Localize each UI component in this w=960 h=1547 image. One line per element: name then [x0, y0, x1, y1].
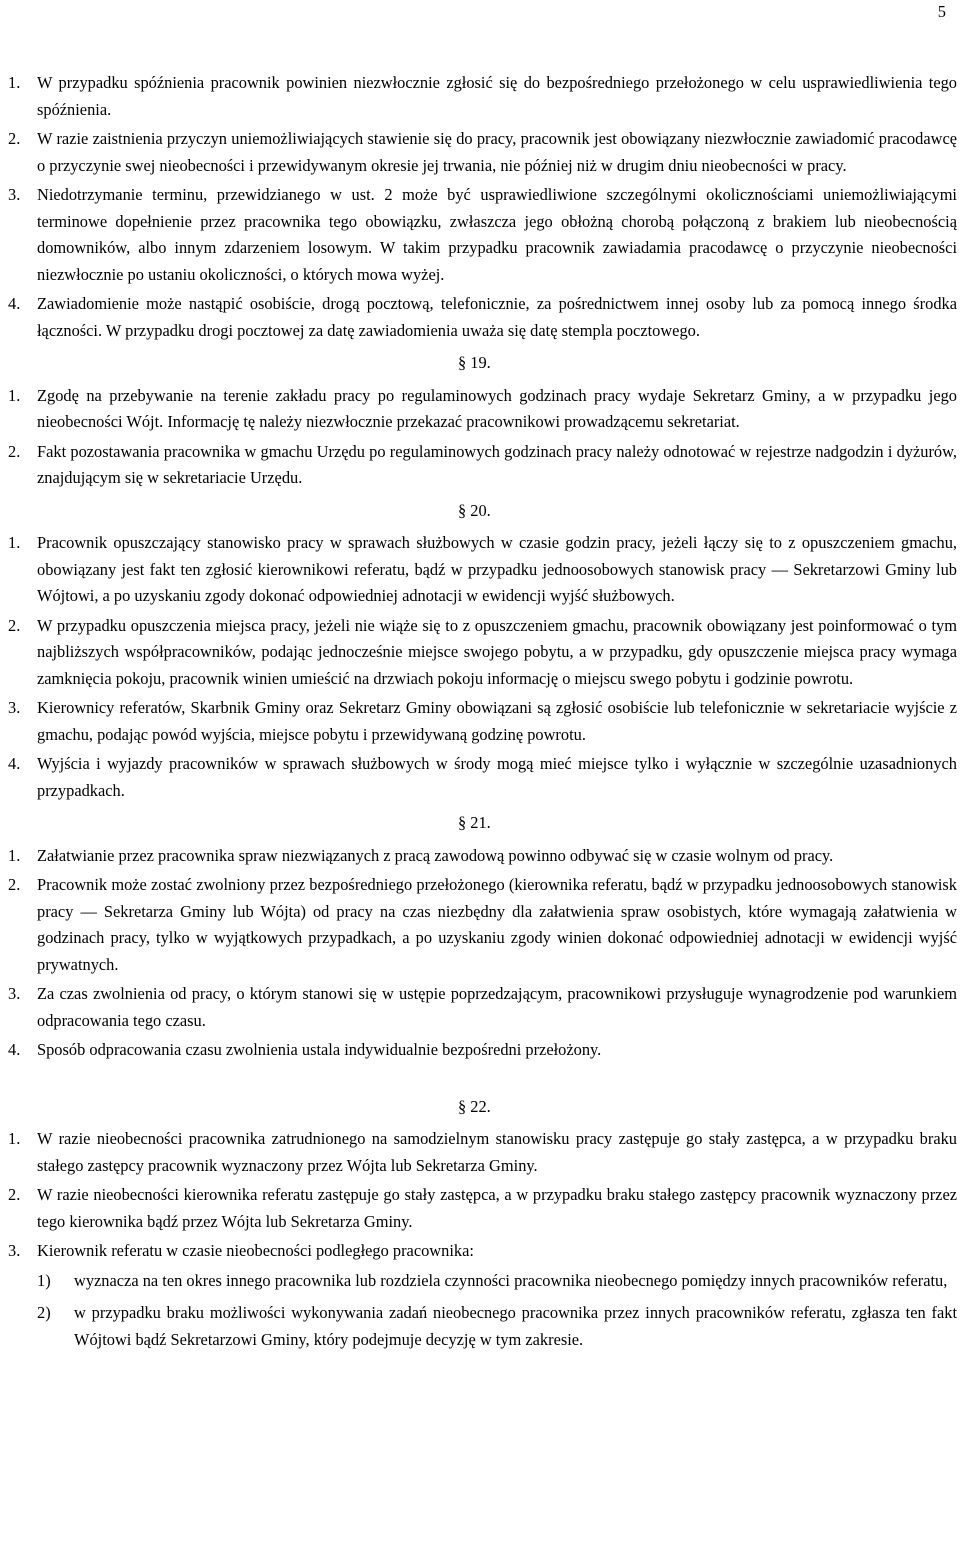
item-text: Zgodę na przebywanie na terenie zakładu pracy po regulaminowych godzinach pracy wydaje Sekretarz Gminy, a w przypadku jego nieobecności Wójt. Informację tę należy niezwłocznie przekazać pracownikowi prowadzącemu sekretariat. [37, 385, 957, 431]
paragraph [8, 182, 957, 288]
item-number: 1. [8, 533, 21, 552]
paragraph [8, 383, 957, 436]
paragraph [8, 530, 957, 610]
item-text: Pracownik może zostać zwolniony przez bezpośredniego przełożonego (kierownika referatu, bądź w przypadku jednoosobowych stanowisk pracy — Sekretarza Gminy lub Wójta) od pracy na czas niezbędny dla załatwienia spraw osobistych, które wymagają załatwienia w godzinach pracy, tylko w wyjątkowych przypadkach, a po uzyskaniu zgody winien dokonać odpowiedniej adnotacji w ewidencji wyjść prywatnych. [37, 875, 957, 974]
paragraph [8, 751, 957, 804]
page-number: 5 [937, 2, 946, 21]
paragraph [8, 1238, 957, 1265]
item-text: Za czas zwolnienia od pracy, o którym stanowi się w ustępie poprzedzającym, pracownikowi przysługuje wynagrodzenie pod warunkiem odpracowania tego czasu. [37, 984, 957, 1030]
item-text: Sposób odpracowania czasu zwolnienia ustala indywidualnie bezpośredni przełożony. [37, 1040, 602, 1059]
paragraph [8, 439, 957, 492]
item-number: 3. [8, 185, 21, 204]
paragraph [8, 1037, 957, 1064]
item-number: 1. [8, 845, 21, 865]
item-text: wyznacza na ten okres innego pracownika lub rozdziela czynności pracownika nieobecnego pomiędzy innych pracowników referatu, [74, 1270, 948, 1290]
item-text: Fakt pozostawania pracownika w gmachu Urzędu po regulaminowych godzinach pracy należy odnotować w rejestrze nadgodzin i dyżurów, znajdującym się w sekretariacie Urzędu. [37, 441, 957, 487]
paragraph [8, 843, 957, 870]
document-body [8, 70, 957, 1359]
paragraph [8, 695, 957, 748]
item-text: Wyjścia i wyjazdy pracowników w sprawach służbowych w środy mogą mieć miejsce tylko i wyłącznie w szczególnie uzasadnionych przypadkach. [37, 754, 957, 800]
paragraph [8, 981, 957, 1034]
item-number: 2. [8, 615, 21, 635]
section-heading: § 22. [458, 1096, 491, 1116]
item-number: 4. [8, 754, 21, 773]
item-number: 2. [8, 441, 21, 461]
item-number: 3. [8, 1241, 21, 1260]
sub-item [37, 1268, 957, 1295]
paragraph [8, 872, 957, 978]
item-number: 3. [8, 698, 21, 717]
item-number: 1. [8, 385, 21, 405]
item-number: 1. [8, 1129, 21, 1148]
section-heading: § 20. [458, 500, 491, 520]
item-text: Niedotrzymanie terminu, przewidzianego w ust. 2 może być usprawiedliwione szczególnymi okolicznościami uniemożliwiającymi terminowe dopełnienie przez pracownika tego obowiązku, zwłaszcza jego obłożną chorobą połączoną z brakiem lub nieobecnością domowników, albo innym zdarzeniem losowym. W takim przypadku pracownik zawiadamia pracodawcę o przyczynie nieobecności niezwłocznie po ustaniu okoliczności, o których mowa wyżej. [37, 185, 957, 284]
item-text: W razie nieobecności pracownika zatrudnionego na samodzielnym stanowisku pracy zastępuje go stały zastępca, a w przypadku braku stałego zastępcy pracownik wyznaczony przez Wójta lub Sekretarza Gminy. [37, 1129, 957, 1175]
paragraph [8, 1126, 957, 1179]
sub-item [37, 1300, 957, 1353]
item-number: 2. [8, 875, 21, 894]
item-number: 2) [37, 1303, 51, 1322]
item-text: Zawiadomienie może nastąpić osobiście, drogą pocztową, telefonicznie, za pośrednictwem innej osoby lub za pomocą innego środka łączności. W przypadku drogi pocztowej za datę zawiadomienia uważa się datę stempla pocztowego. [37, 294, 957, 340]
paragraph [8, 70, 957, 123]
item-number: 1) [37, 1270, 51, 1290]
item-text: Kierownik referatu w czasie nieobecności podległego pracownika: [37, 1241, 474, 1260]
item-number: 2. [8, 129, 21, 148]
item-text: W przypadku spóźnienia pracownik powinien niezwłocznie zgłosić się do bezpośredniego przełożonego w celu usprawiedliwienia tego spóźnienia. [37, 73, 957, 119]
section-heading: § 21. [458, 813, 491, 832]
item-number: 1. [8, 73, 21, 92]
item-number: 4. [8, 294, 21, 313]
item-number: 3. [8, 984, 21, 1003]
paragraph [8, 126, 957, 179]
paragraph [8, 1182, 957, 1235]
item-text: Kierownicy referatów, Skarbnik Gminy oraz Sekretarz Gminy obowiązani są zgłosić osobiście lub telefonicznie w sekretariacie wyjście z gmachu, podając powód wyjścia, miejsce pobytu i przewidywaną godzinę powrotu. [37, 698, 957, 744]
item-text: W razie nieobecności kierownika referatu zastępuje go stały zastępca, a w przypadku braku stałego zastępcy pracownik wyznaczony przez tego kierownika bądź przez Wójta lub Sekretarza Gminy. [37, 1185, 957, 1231]
item-text: Załatwianie przez pracownika spraw niezwiązanych z pracą zawodową powinno odbywać się w czasie wolnym od pracy. [37, 845, 834, 865]
item-number: 2. [8, 1185, 21, 1204]
item-text: W razie zaistnienia przyczyn uniemożliwiających stawienie się do pracy, pracownik jest obowiązany niezwłocznie zawiadomić pracodawcę o przyczynie swej nieobecności i przewidywanym okresie jej trwania, nie później niż w drugim dniu nieobecności w pracy. [37, 129, 957, 175]
item-text: W przypadku opuszczenia miejsca pracy, jeżeli nie wiąże się to z opuszczeniem gmachu, pracownik obowiązany jest poinformować o tym najbliższych współpracowników, podając jednocześnie miejsce swojego pobytu, a w przypadku, gdy opuszczenie miejsca pracy wymaga zamknięcia pokoju, pracownik winien umieścić na drzwiach pokoju informację o miejscu swego pobytu i godzinie powrotu. [37, 615, 957, 688]
paragraph [8, 291, 957, 344]
item-text: Pracownik opuszczający stanowisko pracy w sprawach służbowych w czasie godzin pracy, jeżeli łączy się to z opuszczeniem gmachu, obowiązany jest fakt ten zgłosić kierownikowi referatu, bądź w przypadku jednoosobowych stanowisk pracy — Sekretarzowi Gminy lub Wójtowi, a po uzyskaniu zgody dokonać odpowiedniej adnotacji w ewidencji wyjść służbowych. [37, 533, 957, 605]
item-number: 4. [8, 1040, 21, 1059]
item-text: w przypadku braku możliwości wykonywania zadań nieobecnego pracownika przez innych pracowników referatu, zgłasza ten fakt Wójtowi bądź Sekretarzowi Gminy, który podejmuje decyzję w tym zakresie. [74, 1303, 957, 1349]
paragraph [8, 613, 957, 693]
section-heading: § 19. [458, 353, 491, 372]
